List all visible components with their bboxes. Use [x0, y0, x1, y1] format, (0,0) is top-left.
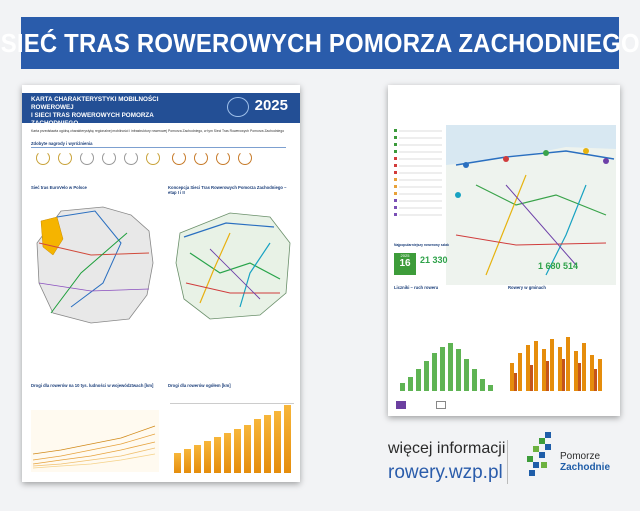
growth-heading: Drogi dla rowerów ogółem [km] — [168, 383, 231, 388]
chart-bar — [244, 425, 251, 473]
poster-title: KARTA CHARAKTERYSTYKI MOBILNOŚCI ROWEROWEJ I SIECI TRAS ROWEROWYCH POMORZA ZACHODNIEGO — [31, 96, 159, 127]
laurel-icon — [146, 151, 160, 165]
chart-bar — [204, 441, 211, 473]
laurel-icon — [80, 151, 94, 165]
footer-divider — [507, 440, 508, 484]
laurel-icon — [102, 151, 116, 165]
poster-year: 2025 — [254, 97, 288, 114]
counties-table — [394, 127, 446, 239]
region-map — [446, 125, 616, 285]
banner-title: SIEĆ TRAS ROWEROWYCH POMORZA ZACHODNIEGO — [0, 27, 640, 58]
growth-bar-chart — [170, 403, 294, 473]
section-divider — [31, 147, 286, 148]
laurel-icon — [172, 151, 186, 165]
network-map — [170, 203, 296, 323]
stat-big: 1 680 514 — [538, 261, 579, 271]
eurovelo-heading: Sieć tras EuroVelo w Polsce — [31, 185, 87, 190]
counts-heading: Liczniki – ruch roweru — [394, 285, 439, 290]
stat-mid: 21 330 — [420, 255, 448, 265]
rentals-bar-chart — [506, 333, 614, 393]
title-banner — [0, 17, 640, 69]
laurel-icon — [194, 151, 208, 165]
poster-route-network[interactable] — [388, 85, 620, 416]
lengths-heading: Drogi dla rowerów na 10 tys. ludności w województwach [km] — [31, 383, 154, 388]
network-heading: Koncepcja Sieci Tras Rowerowych Pomorza Zachodniego – etap I i II — [168, 185, 287, 195]
chart-bar — [194, 445, 201, 473]
rentals-heading: Rowery w gminach — [508, 285, 546, 290]
year-badge: 2025 16 — [394, 253, 416, 275]
chart-bar — [284, 405, 291, 473]
laurel-icon — [58, 151, 72, 165]
laurel-icon — [238, 151, 252, 165]
chart-bar — [184, 449, 191, 473]
chart-bar — [224, 433, 231, 473]
eurovelo-map — [31, 203, 159, 327]
laurel-icon — [36, 151, 50, 165]
poster-mobility-card[interactable] — [22, 85, 300, 482]
chart-bar — [254, 419, 261, 473]
chart-bar — [264, 415, 271, 473]
poster-intro: Karta przedstawia ogólną charakterystykę regionalnej mobilności i infrastruktury rowerowej Pomorza Zachodniego, w tym Sieci Tras Rowerowych Pomorza Zachodniego — [31, 129, 285, 133]
bike-logo-icon — [227, 97, 249, 117]
chart-bar — [274, 411, 281, 473]
laurel-icon — [124, 151, 138, 165]
pomorze-zachodnie-logo-icon — [525, 432, 559, 480]
lengths-line-chart — [31, 410, 159, 474]
website-link[interactable]: rowery.wzp.pl — [388, 462, 503, 483]
laurel-icon — [216, 151, 230, 165]
counts-bar-chart — [394, 333, 502, 393]
transfer-heading: Najpopularniejszy rowerowy szlak — [394, 243, 450, 247]
chart-bar — [214, 437, 221, 473]
partner-logo-icon — [396, 401, 406, 409]
chart-bar — [174, 453, 181, 473]
awards-heading: Zdobyte nagrody i wyróżnienia — [31, 141, 93, 146]
chart-bar — [234, 429, 241, 473]
more-info-label: więcej informacji — [388, 440, 506, 457]
brand-name: Pomorze Zachodnie — [560, 451, 611, 473]
partner-logo-icon — [436, 401, 446, 409]
